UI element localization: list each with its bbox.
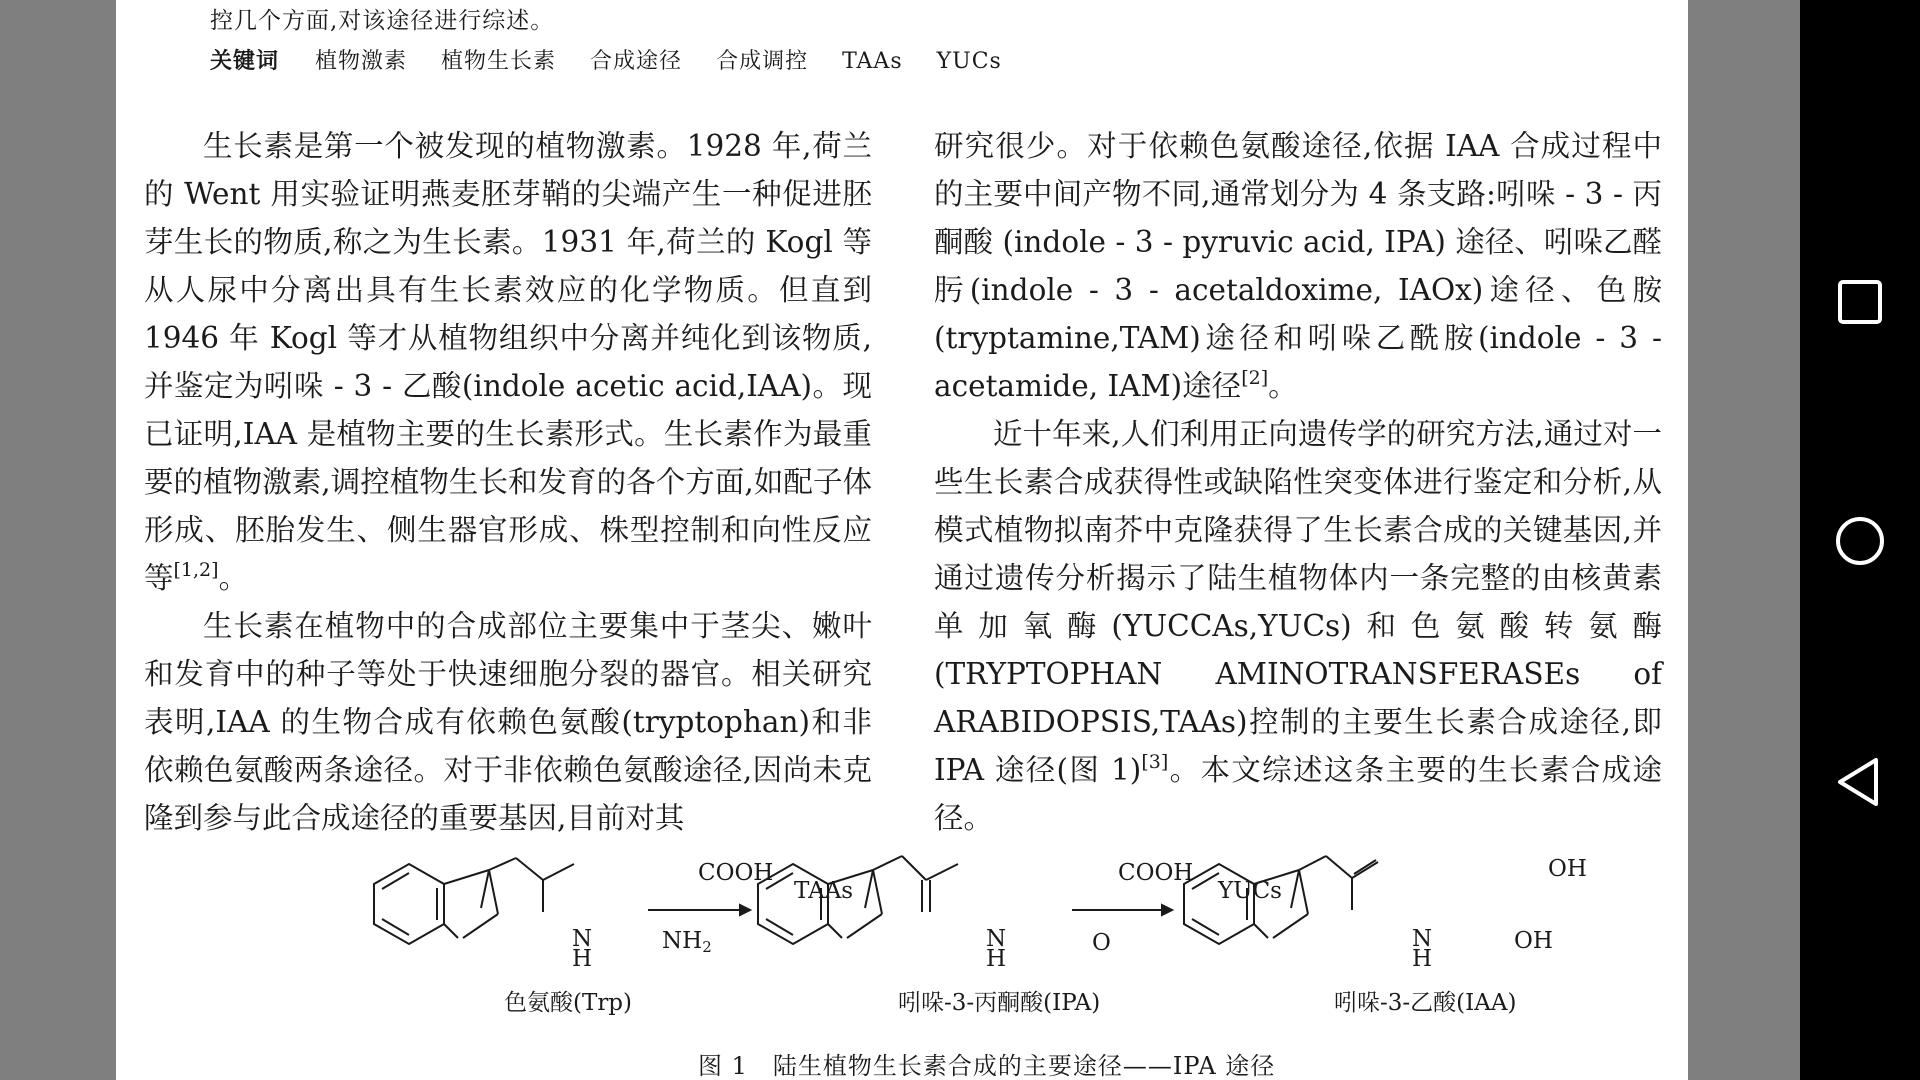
- recents-square-icon[interactable]: [1824, 266, 1896, 338]
- nh2-subscript: 2: [702, 938, 712, 956]
- iaa-oh-top: OH: [1548, 856, 1587, 882]
- ipa-name: 吲哚-3-丙酮酸(IPA): [898, 990, 1101, 1016]
- arrow-yucs-label: YUCs: [1218, 878, 1282, 904]
- keyword-item: 合成途径: [590, 49, 683, 74]
- keywords-row: [210, 44, 1028, 75]
- paragraph-text: 研究很少。对于依赖色氨酸途径,依据 IAA 合成过程中的主要中间产物不同,通常划分为 4 条支路:吲哚 - 3 - 丙酮酸 (indole - 3 - pyruvic acid, IPA) 途径、吲哚乙醛肟(indole - 3 - acetaldoxime, IAOx)途径、色胺(tryptamine,TAM)途径和吲哚乙酰胺(indole - 3 - acetamide, IAM)途径: [934, 129, 1662, 403]
- abstract-tail: 控几个方面,对该途径进行综述。: [210, 8, 555, 34]
- figure-ipa-pathway: [336, 850, 1587, 1080]
- arrow-taas: [648, 905, 750, 915]
- ipa-keto-o: O: [1092, 930, 1111, 956]
- keyword-item: 合成调控: [716, 49, 809, 74]
- iaa-oh-bottom: OH: [1514, 928, 1553, 954]
- keyword-item: 植物激素: [315, 49, 408, 74]
- citation-ref[interactable]: [3]: [1141, 751, 1169, 773]
- ipa-cooh-label: COOH: [1118, 860, 1194, 886]
- iaa-ring-h: H: [1412, 946, 1433, 972]
- iaa-ring-n: N: [1412, 926, 1433, 952]
- paragraph-text: 近十年来,人们利用正向遗传学的研究方法,通过对一些生长素合成获得性或缺陷性突变体进行鉴定和分析,从模式植物拟南芥中克隆获得了生长素合成的关键基因,并通过遗传分析揭示了陆生植物体内一条完整的由核黄素单加氧酶(YUCCAs,YUCs)和色氨酸转氨酶(TRYPTOPHAN AMINOTRANSFERASEs of ARABIDOPSIS,TAAs)控制的主要生长素合成途径,即 IPA 途径(图 1): [934, 417, 1662, 787]
- iaa-name: 吲哚-3-乙酸(IAA): [1334, 990, 1517, 1016]
- android-navigation-bar: [1800, 0, 1920, 1080]
- trp-cooh-label: COOH: [698, 860, 774, 886]
- citation-ref[interactable]: [2]: [1241, 367, 1269, 389]
- left-column: [144, 122, 872, 842]
- ipa-ring-n: N: [986, 926, 1007, 952]
- keyword-item: TAAs: [842, 49, 903, 74]
- paragraph: [144, 122, 872, 602]
- trp-ring-n: N: [572, 926, 593, 952]
- trp-name: 色氨酸(Trp): [504, 990, 633, 1016]
- tryptophan-structure: [374, 858, 574, 944]
- arrow-yucs: [1072, 905, 1172, 915]
- citation-ref[interactable]: [1,2]: [173, 559, 219, 581]
- nh2-main: NH: [662, 928, 703, 954]
- paragraph-text: 生长素是第一个被发现的植物激素。1928 年,荷兰的 Went 用实验证明燕麦胚芽鞘的尖端产生一种促进胚芽生长的物质,称之为生长素。1931 年,荷兰的 Kogl 等从人尿中分离出具有生长素效应的化学物质。但直到 1946 年 Kogl 等才从植物组织中分离并纯化到该物质,并鉴定为吲哚 - 3 - 乙酸(indole acetic acid,IAA)。现已证明,IAA 是植物主要的生长素形式。生长素作为最重要的植物激素,调控植物生长和发育的各个方面,如配子体形成、胚胎发生、侧生器官形成、株型控制和向性反应等: [144, 129, 872, 595]
- home-circle-icon[interactable]: [1824, 505, 1896, 577]
- paragraph: [934, 410, 1662, 842]
- keyword-item: 植物生长素: [441, 49, 557, 74]
- right-column: [934, 122, 1662, 842]
- paragraph-end: 。: [218, 561, 249, 595]
- paragraph: 生长素在植物中的合成部位主要集中于茎尖、嫩叶和发育中的种子等处于快速细胞分裂的器官。相关研究表明,IAA 的生物合成有依赖色氨酸(tryptophan)和非依赖色氨酸两条途径。对于非依赖色氨酸途径,因尚未克隆到参与此合成途径的重要基因,目前对其: [144, 609, 872, 835]
- paragraph: [934, 122, 1662, 410]
- arrow-taas-label: TAAs: [794, 878, 854, 904]
- keywords-label: 关键词: [210, 49, 280, 74]
- paragraph-end: 。本文综述这条主要的生长素合成途径。: [934, 753, 1662, 835]
- back-triangle-icon[interactable]: [1824, 746, 1896, 818]
- ipa-structure: [758, 856, 958, 944]
- document-page: [116, 0, 1688, 1080]
- trp-ring-h: H: [572, 946, 593, 972]
- ipa-ring-h: H: [986, 946, 1007, 972]
- figure-caption: 图 1 陆生植物生长素合成的主要途径——IPA 途径: [698, 1052, 1276, 1080]
- trp-nh2-label: [662, 928, 712, 956]
- paragraph-end: 。: [1268, 369, 1298, 403]
- keyword-item: YUCs: [936, 49, 1002, 74]
